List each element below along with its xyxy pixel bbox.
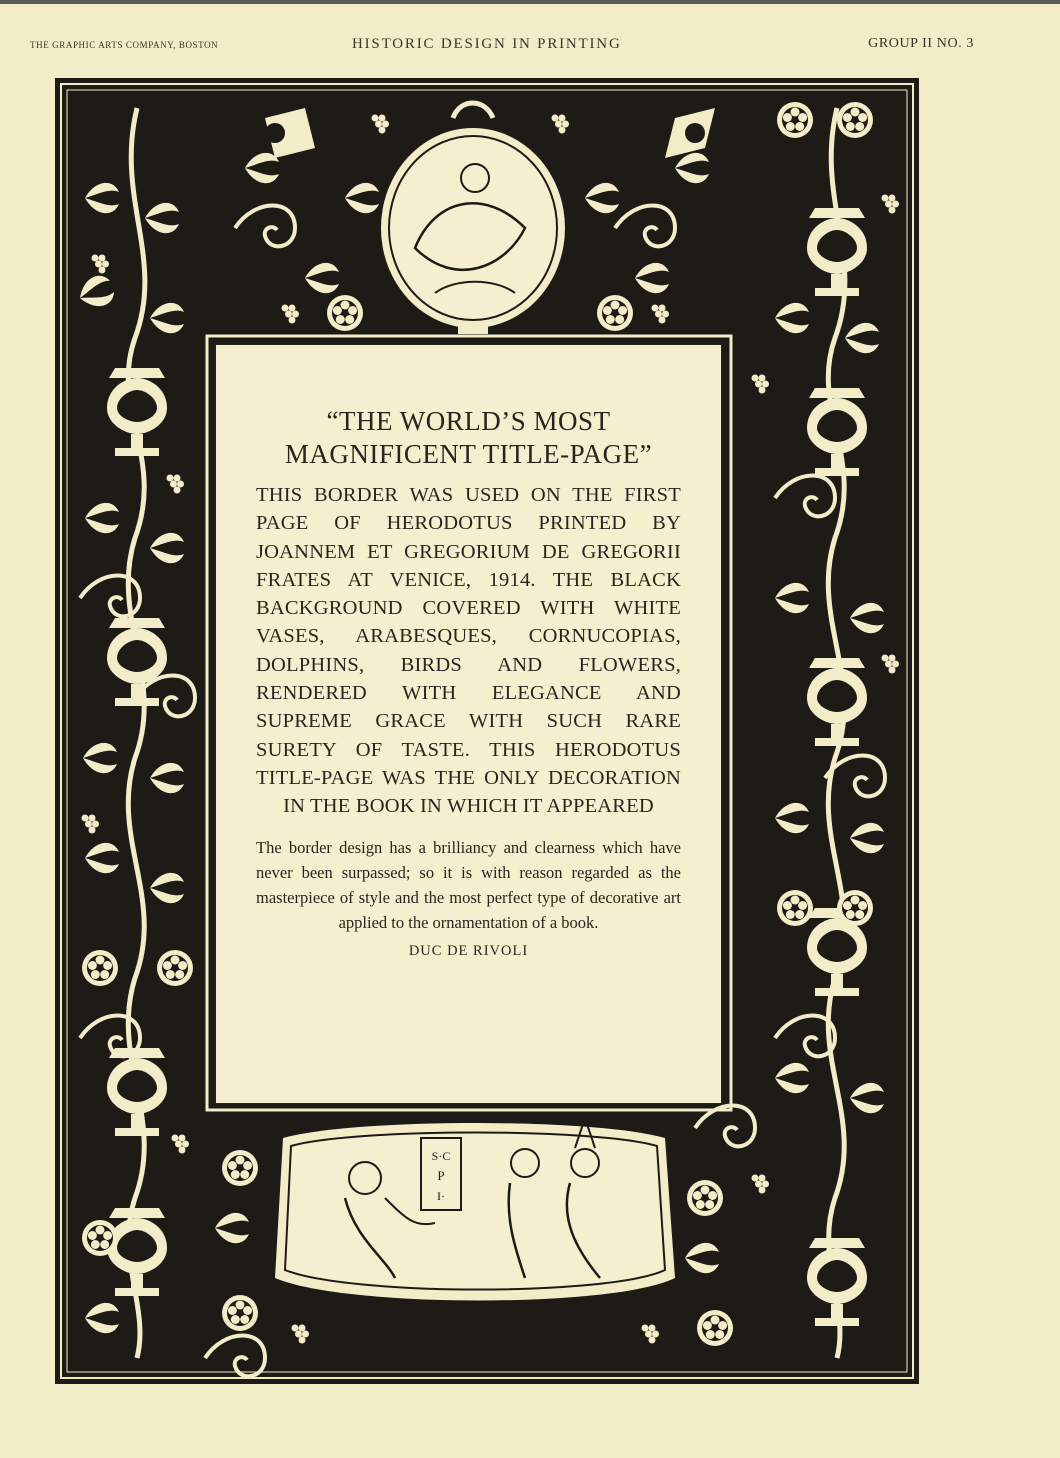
tablet-letters-bottom: I·: [437, 1189, 445, 1203]
publisher-header: THE GRAPHIC ARTS COMPANY, BOSTON: [30, 40, 219, 50]
text-panel: [215, 344, 722, 1104]
panel-attribution: DUC DE RIVOLI: [408, 942, 529, 959]
panel-quote: The border design has a brilliancy and clearness which have never been surpassed; so it is with reason regarded as the masterpiece of style and the most perfect type of decorative art applied to the ornamentation of a book.: [256, 837, 681, 932]
tablet-letters-top: S·C: [431, 1149, 451, 1163]
series-title-header: HISTORIC DESIGN IN PRINTING: [352, 36, 622, 52]
group-number-header: GROUP II NO. 3: [868, 36, 974, 51]
panel-title: [256, 405, 681, 471]
panel-title-line-2: MAGNIFICENT TITLE-PAGE”: [284, 439, 653, 469]
tablet-letters-middle: P: [437, 1168, 445, 1183]
panel-description: THIS BORDER WAS USED ON THE FIRST PAGE OF HERODOTUS PRINTED BY JOANNEM ET GREGORIUM DE GREGORII FRATES AT VENICE, 1914. THE BLACK BACKGROUND COVERED WITH WHITE VASES, ARABESQUES, CORNUCOPIAS, DOLPHINS, BIRDS AND FLOWERS, RENDERED WITH ELEGANCE AND SUPREME GRACE WITH SUCH RARE SURETY OF TASTE. THIS HERODOTUS TITLE-PAGE WAS THE ONLY DECORATION IN THE BOOK IN WHICH IT APPEARED: [256, 484, 681, 818]
panel-title-line-1: “THE WORLD’S MOST: [326, 406, 611, 436]
